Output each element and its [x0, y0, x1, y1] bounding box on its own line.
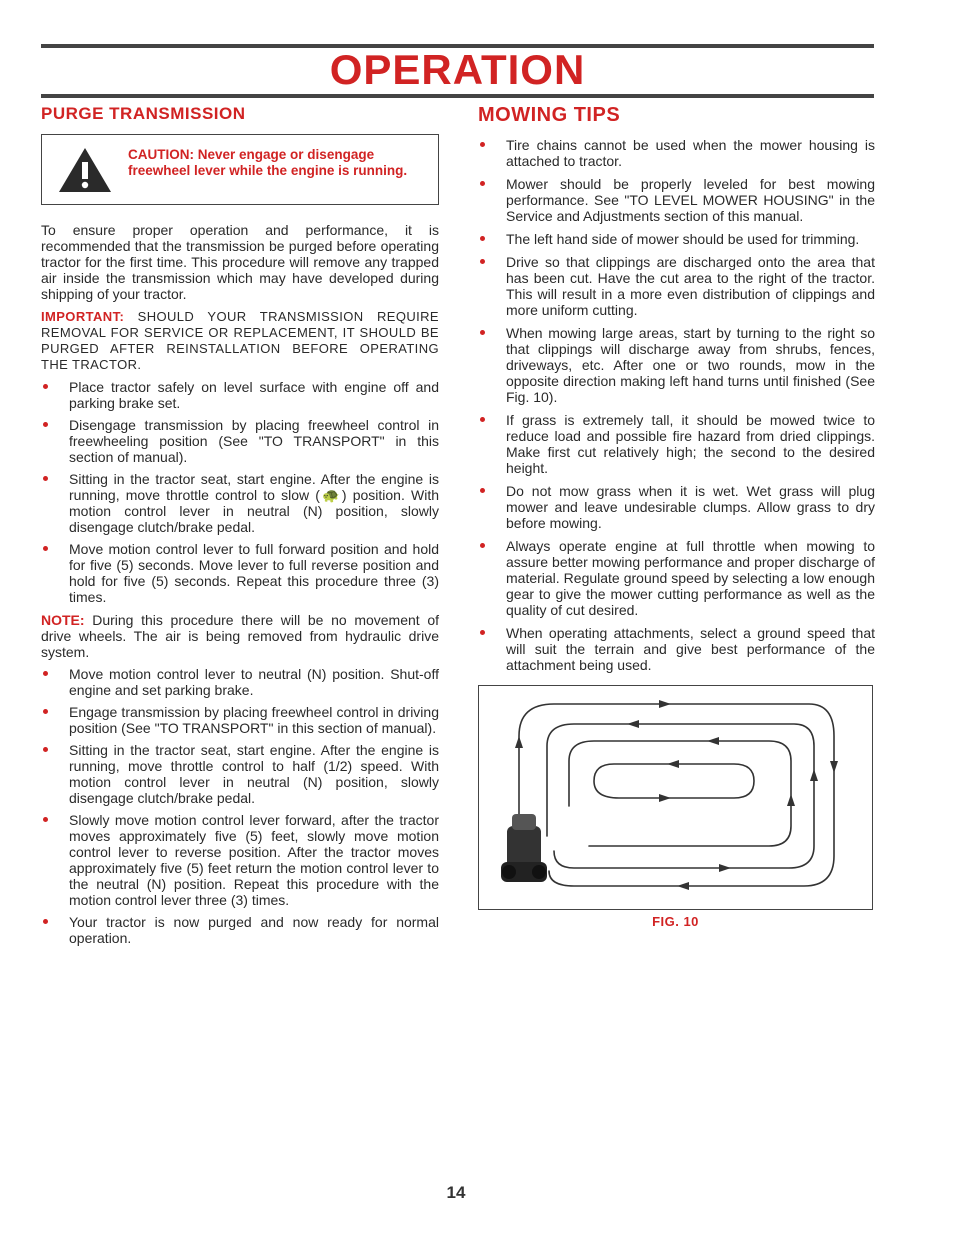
inner-mowing-path — [594, 764, 754, 798]
important-text: SHOULD YOUR TRANSMISSION REQUIRE REMOVAL FOR SERVICE OR REPLACEMENT, IT SHOULD BE PURGED AFTER REINSTALLATION BEFORE OPERATING THE TRACTOR. — [41, 309, 439, 372]
caution-label: CAUTION: — [128, 147, 194, 162]
list-item: Always operate engine at full throttle when mowing to assure better mowing performance and proper discharge of material. Regulate ground speed by selecting a low enough gear to give the mower cutting performance as well as the quality of cut desired. — [478, 538, 875, 618]
warning-triangle-icon — [57, 146, 113, 194]
mowing-tips-list — [478, 137, 875, 673]
caution-message: Never engage or disengage freewheel lever while the engine is running. — [128, 147, 408, 178]
bullet-icon — [43, 747, 48, 752]
list-item: Move motion control lever to full forward position and hold for five (5) seconds. Move lever to full reverse position and hold for five (5) seconds. Repeat this procedure three (3) times. — [41, 541, 439, 605]
bullet-icon — [480, 330, 485, 335]
arrow-icon — [659, 794, 671, 802]
list-item: The left hand side of mower should be used for trimming. — [478, 231, 875, 247]
list-item: Mower should be properly leveled for best mowing performance. See "TO LEVEL MOWER HOUSING" in the Service and Adjustments section of this manual. — [478, 176, 875, 224]
list-item: Sitting in the tractor seat, start engine. After the engine is running, move throttle control to slow (🐢) position. With motion control lever in neutral (N) position, slowly disengage clutch/brake pedal. — [41, 471, 439, 535]
purge-transmission-section — [41, 104, 439, 946]
page-number: 14 — [446, 1183, 466, 1202]
arrow-icon — [677, 882, 689, 890]
purge-steps-list-1 — [41, 379, 439, 605]
list-item: Disengage transmission by placing freewheel control in freewheeling position (See "TO TRANSPORT" in this section of manual). — [41, 417, 439, 465]
page-title: OPERATION — [329, 46, 586, 93]
third-mowing-path — [569, 741, 791, 846]
bullet-icon — [480, 181, 485, 186]
arrow-icon — [515, 736, 523, 748]
list-item: Sitting in the tractor seat, start engine. After the engine is running, move throttle control to half (1/2) speed. With motion control lever in neutral (N) position, slowly disengage clutch/brake pedal. — [41, 742, 439, 806]
list-item: If grass is extremely tall, it should be mowed twice to reduce load and possible fire hazard from dried clippings. Make first cut relatively high; the second to the desired height. — [478, 412, 875, 476]
list-item: Slowly move motion control lever forward, after the tractor moves approximately five (5) feet, slowly move motion control lever to reverse position. After the tractor moves approximately five (5) feet return the motion control lever to the neutral (N) position. Repeat this procedure with the motion control lever three (3) times. — [41, 812, 439, 908]
list-item: Tire chains cannot be used when the mower housing is attached to tractor. — [478, 137, 875, 169]
header-rule-bottom — [41, 94, 874, 98]
arrow-icon — [667, 760, 679, 768]
list-item: When mowing large areas, start by turning to the right so that clippings will discharge away from shrubs, fences, driveways, etc. After one or two rounds, mow in the opposite direction making left hand turns until finished (See Fig. 10). — [478, 325, 875, 405]
arrow-icon — [627, 720, 639, 728]
mowing-tips-section — [478, 104, 875, 680]
bullet-icon — [43, 919, 48, 924]
bullet-icon — [480, 543, 485, 548]
bullet-icon — [43, 709, 48, 714]
bullet-icon — [43, 546, 48, 551]
list-item: Engage transmission by placing freewheel control in driving position (See "TO TRANSPORT" in this section of manual). — [41, 704, 439, 736]
arrow-icon — [787, 794, 795, 806]
list-item: Your tractor is now purged and now ready for normal operation. — [41, 914, 439, 946]
list-item: Move motion control lever to neutral (N) position. Shut-off engine and set parking brake. — [41, 666, 439, 698]
caution-text — [128, 147, 413, 179]
list-item: Do not mow grass when it is wet. Wet grass will plug mower and leave undesirable clumps. Allow grass to dry before mowing. — [478, 483, 875, 531]
mowing-pattern-figure — [478, 685, 873, 910]
bullet-icon — [43, 671, 48, 676]
arrow-icon — [810, 769, 818, 781]
outer-mowing-path — [519, 704, 834, 886]
arrow-icon — [719, 864, 731, 872]
bullet-icon — [480, 259, 485, 264]
mowing-pattern-diagram — [479, 686, 871, 908]
section-heading-purge: PURGE TRANSMISSION — [41, 104, 246, 123]
bullet-icon — [43, 422, 48, 427]
list-item: Place tractor safely on level surface with engine off and parking brake set. — [41, 379, 439, 411]
intro-paragraph: To ensure proper operation and performance, it is recommended that the transmission be purged before operating tractor for the first time. This procedure will remove any trapped air inside the transmission which may have developed during shipping of your tractor. — [41, 222, 439, 302]
bullet-icon — [480, 488, 485, 493]
arrow-icon — [659, 700, 671, 708]
note-paragraph — [41, 612, 439, 660]
bullet-icon — [480, 236, 485, 241]
bullet-icon — [480, 630, 485, 635]
riding-mower-icon — [501, 814, 547, 882]
bullet-icon — [43, 476, 48, 481]
arrow-icon — [830, 761, 838, 773]
important-paragraph — [41, 309, 439, 373]
bullet-icon — [480, 417, 485, 422]
arrow-icon — [707, 737, 719, 745]
bullet-icon — [480, 142, 485, 147]
important-label: IMPORTANT: — [41, 309, 125, 324]
list-item: Drive so that clippings are discharged onto the area that has been cut. Have the cut area to the right of the tractor. This will result in a more even distribution of clippings and more uniform cutting. — [478, 254, 875, 318]
note-label: NOTE: — [41, 612, 85, 628]
bullet-icon — [43, 384, 48, 389]
figure-caption: FIG. 10 — [652, 914, 699, 929]
list-item: When operating attachments, select a ground speed that will suit the terrain and give best performance of the attachment being used. — [478, 625, 875, 673]
purge-steps-list-2 — [41, 666, 439, 946]
note-text: During this procedure there will be no movement of drive wheels. The air is being removed from hydraulic drive system. — [41, 612, 440, 660]
section-heading-mowing: MOWING TIPS — [478, 104, 621, 126]
caution-box — [41, 134, 439, 205]
bullet-icon — [43, 817, 48, 822]
